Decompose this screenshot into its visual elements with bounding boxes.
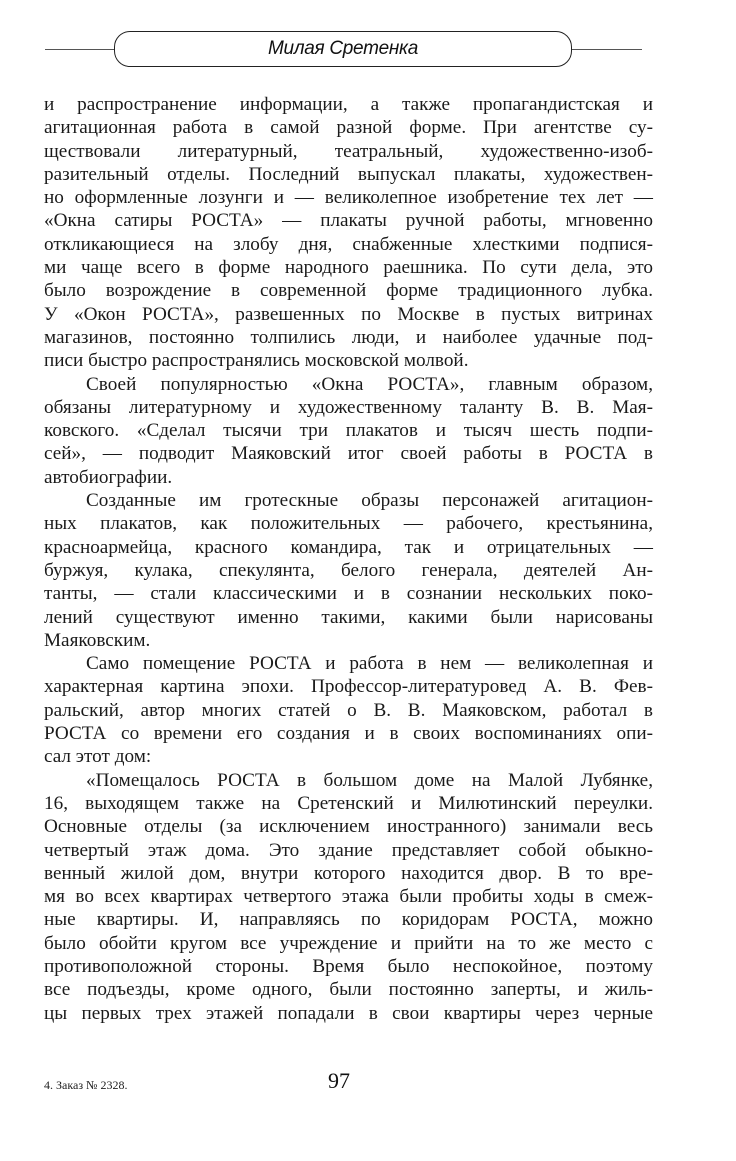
header-title-frame (114, 31, 572, 67)
page-body-text (44, 93, 653, 1025)
text-line: магазинов, постоянно толпились люди, и наиболее удачные под- (44, 326, 653, 348)
text-line: «Окна сатиры РОСТА» — плакаты ручной работы, мгновенно (44, 210, 653, 232)
text-line: но оформленные лозунги и — великолепное изобретение тех лет — (44, 187, 653, 209)
text-line: разительный отделы. Последний выпускал плакаты, художествен- (44, 163, 653, 185)
text-line: писи быстро распространялись московской молвой. (44, 350, 469, 372)
text-line: и распространение информации, а также пропагандистская и (44, 94, 653, 115)
text-line: было возрождение в современной форме традиционного лубка. (44, 280, 653, 302)
page-number: 97 (328, 1068, 350, 1093)
text-line: ных плакатов, как положительных — рабочего, крестьянина, (44, 513, 653, 535)
text-line: ществовали литературный, театральный, художественно-изоб- (44, 140, 653, 162)
text-line: ральский, автор многих статей о В. В. Маяковском, работал в (44, 699, 653, 721)
text-line: характерная картина эпохи. Профессор-литературовед А. В. Фев- (44, 676, 653, 698)
text-line: буржуя, кулака, спекулянта, белого генерала, деятелей Ан- (44, 559, 653, 581)
text-line: ковского. «Сделал тысячи три плакатов и тысяч шесть подпи- (44, 420, 653, 442)
text-line: цы первых трех этажей попадали в свои квартиры через черные (44, 1002, 653, 1024)
text-line: четвертый этаж дома. Это здание представляет собой обыкно- (44, 839, 653, 861)
text-line: противоположной стороны. Время было неспокойное, поэтому (44, 955, 653, 977)
text-line: Созданные им гротескные образы персонажей агитацион- (86, 490, 653, 512)
text-line: ми чаще всего в форме народного раешника. По сути дела, это (44, 257, 653, 279)
text-line: мя во всех квартирах четвертого этажа были пробиты ходы в смеж- (44, 886, 653, 908)
text-line: Само помещение РОСТА и работа в нем — великолепная и (86, 653, 653, 675)
page-footer (0, 1068, 736, 1108)
text-line: «Помещалось РОСТА в большом доме на Малой Лубянке, (86, 769, 653, 791)
text-line: агитационная работа в самой разной форме. При агентстве су- (44, 117, 653, 139)
text-line: красноармейца, красного командира, так и отрицательных — (44, 536, 653, 558)
running-header (0, 28, 736, 72)
text-line: обязаны литературному и художественному таланту В. В. Мая- (44, 396, 653, 418)
text-line: танты, — стали классическими и в сознании нескольких поко- (44, 583, 653, 605)
text-line: венный жилой дом, внутри которого находится двор. В то вре- (44, 862, 653, 884)
text-line: РОСТА со времени его создания и в своих воспоминаниях опи- (44, 723, 653, 745)
header-rule-left (45, 49, 115, 50)
text-line: сей», — подводит Маяковский итог своей работы в РОСТА в (44, 443, 653, 465)
text-line: 16, выходящем также на Сретенский и Милютинский переулки. (44, 792, 653, 814)
text-line: было обойти кругом все учреждение и прийти на то же место с (44, 932, 653, 954)
text-line: лений существуют именно такими, какими были нарисованы (44, 606, 653, 628)
text-line: автобиографии. (44, 466, 173, 488)
printing-order-note: 4. Заказ № 2328. (44, 1078, 128, 1092)
running-title: Милая Сретенка (268, 38, 418, 59)
text-line: ные квартиры. И, направляясь по коридорам РОСТА, можно (44, 909, 653, 931)
text-line: У «Окон РОСТА», развешенных по Москве в пустых витринах (44, 303, 653, 325)
text-line: Маяковским. (44, 629, 151, 651)
text-line: сал этот дом: (44, 746, 152, 768)
text-line: Основные отделы (за исключением иностранного) занимали весь (44, 816, 653, 838)
text-line: Своей популярностью «Окна РОСТА», главным образом, (86, 373, 653, 395)
text-line: все подъезды, кроме одного, были постоянно заперты, и жиль- (44, 979, 653, 1001)
header-rule-right (572, 49, 642, 50)
text-line: откликающиеся на злобу дня, снабженные хлесткими подпися- (44, 233, 653, 255)
